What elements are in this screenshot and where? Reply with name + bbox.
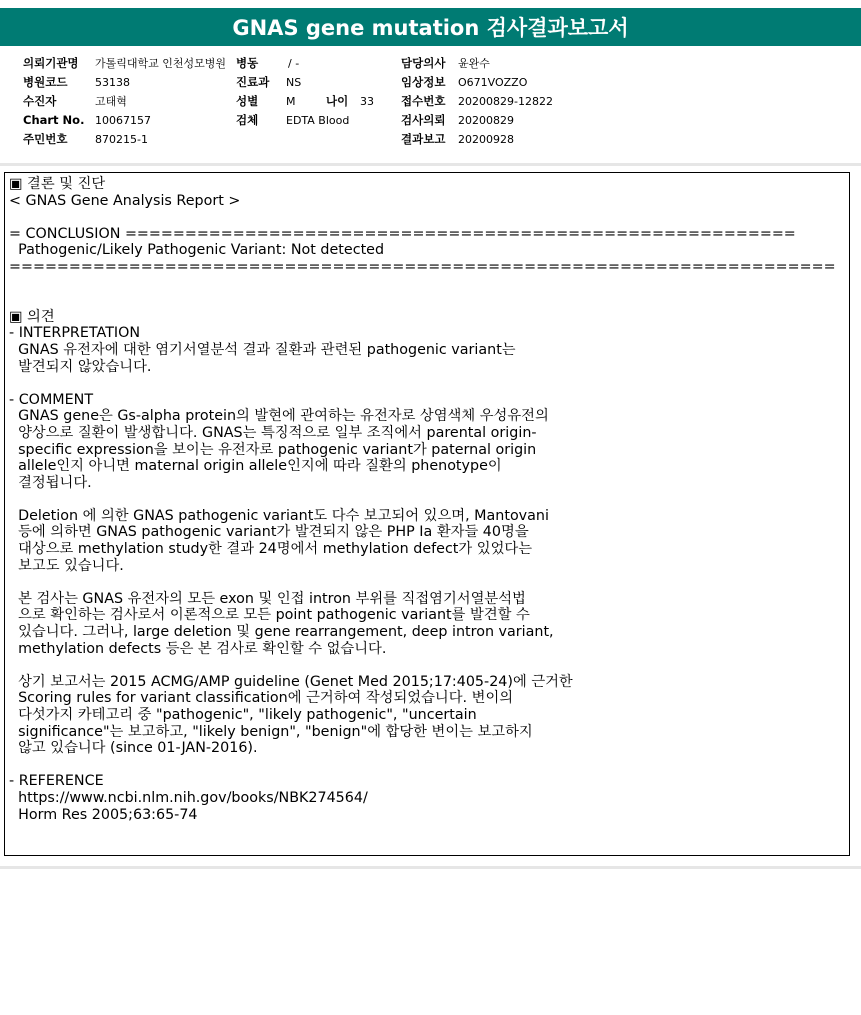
report-line: specific expression을 보이는 유전자로 pathogenic variant가 paternal origin	[9, 441, 537, 458]
info-row-2	[0, 73, 861, 92]
report-line: GNAS 유전자에 대한 염기서열분석 결과 질환과 관련된 pathogenic variant는	[9, 341, 516, 358]
report-line	[9, 375, 849, 392]
ward-value: / -	[288, 57, 300, 70]
report-line: - COMMENT	[9, 391, 94, 408]
report-line	[9, 657, 849, 674]
report-date-value: 20200928	[458, 133, 514, 146]
report-line: https://www.ncbi.nlm.nih.gov/books/NBK274564/	[9, 789, 368, 806]
chart-no-label: Chart No.	[23, 113, 85, 127]
ward-label: 병동	[236, 56, 259, 70]
specimen-label: 검체	[236, 113, 259, 127]
report-line: significance"는 보고하고, "likely benign", "benign"에 합당한 변이는 보고하지	[9, 723, 533, 740]
report-body	[4, 172, 850, 856]
report-line: = CONCLUSION ========================================================	[9, 225, 796, 242]
footer-divider	[0, 866, 861, 869]
report-line: 않고 있습니다 (since 01-JAN-2016).	[9, 740, 258, 757]
report-line	[9, 276, 849, 293]
receipt-no-label: 접수번호	[401, 94, 446, 108]
report-line: - INTERPRETATION	[9, 325, 141, 342]
report-line	[9, 292, 849, 309]
report-line: Pathogenic/Likely Pathogenic Variant: Not detected	[9, 242, 385, 259]
report-line: 상기 보고서는 2015 ACMG/AMP guideline (Genet Med 2015;17:405-24)에 근거한	[9, 673, 573, 690]
hospital-code-label: 병원코드	[23, 75, 68, 89]
report-line: 으로 확인하는 검사로서 이론적으로 모든 point pathogenic variant를 발견할 수	[9, 607, 530, 624]
report-line: < GNAS Gene Analysis Report >	[9, 192, 241, 209]
report-line: GNAS gene은 Gs-alpha protein의 발현에 관여하는 유전자로 상염색체 우성유전의	[9, 408, 549, 425]
institution-value: 가톨릭대학교 인천성모병원	[95, 57, 227, 70]
report-line	[9, 491, 849, 508]
specimen-value: EDTA Blood	[286, 114, 350, 127]
report-line: 양상으로 질환이 발생합니다. GNAS는 특징적으로 일부 조직에서 parental origin-	[9, 424, 537, 441]
report-date-label: 결과보고	[401, 132, 446, 146]
report-line: ▣ 결론 및 진단	[9, 176, 106, 192]
department-label: 진료과	[236, 75, 270, 89]
sex-value: M	[286, 95, 296, 108]
resident-no-label: 주민번호	[23, 132, 68, 146]
report-line: Deletion 에 의한 GNAS pathogenic variant도 다수 보고되어 있으며, Mantovani	[9, 507, 549, 524]
report-line: =====================================================================	[9, 258, 836, 275]
report-line: 발견되지 않았습니다.	[9, 358, 152, 375]
report-line: 다섯가지 카테고리 중 "pathogenic", "likely pathogenic", "uncertain	[9, 707, 477, 723]
sex-label: 성별	[236, 94, 259, 108]
header-divider	[0, 163, 861, 166]
report-line: allele인지 아니면 maternal origin allele인지에 따라 질환의 phenotype이	[9, 458, 502, 475]
report-title: GNAS gene mutation 검사결과보고서	[0, 8, 861, 46]
report-line: Horm Res 2005;63:65-74	[9, 806, 198, 823]
info-row-5	[0, 130, 861, 149]
report-line: - REFERENCE	[9, 773, 104, 790]
recipient-label: 수진자	[23, 94, 57, 108]
chart-no-value: 10067157	[95, 114, 151, 127]
hospital-code-value: 53138	[95, 76, 130, 89]
resident-no-value: 870215-1	[95, 133, 148, 146]
receipt-no-value: 20200829-12822	[458, 95, 553, 108]
info-row-4	[0, 111, 861, 130]
doctor-value: 윤완수	[458, 57, 490, 70]
report-line: 본 검사는 GNAS 유전자의 모든 exon 및 인접 intron 부위를 직접염기서열분석법	[9, 590, 526, 607]
department-value: NS	[286, 76, 302, 89]
report-line: 있습니다. 그러나, large deletion 및 gene rearrangement, deep intron variant,	[9, 624, 554, 641]
patient-info-panel	[0, 46, 861, 165]
report-line: 대상으로 methylation study한 결과 24명에서 methylation defect가 있었다는	[9, 541, 533, 558]
report-line: Scoring rules for variant classification에 근거하여 작성되었습니다. 변이의	[9, 690, 514, 707]
age-label: 나이	[326, 94, 349, 108]
report-line: methylation defects 등은 본 검사로 확인할 수 없습니다.	[9, 640, 387, 657]
request-date-label: 검사의뢰	[401, 113, 446, 127]
info-row-3	[0, 92, 861, 111]
report-line	[9, 574, 849, 591]
report-line: 보고도 있습니다.	[9, 557, 124, 574]
institution-label: 의뢰기관명	[23, 56, 79, 70]
report-line: 결정됩니다.	[9, 474, 92, 491]
age-value: 33	[360, 95, 374, 108]
report-line: 등에 의하면 GNAS pathogenic variant가 발견되지 않은 PHP Ia 환자들 40명을	[9, 524, 529, 541]
report-line	[9, 209, 849, 226]
info-row-1	[0, 54, 861, 73]
clinical-info-value: O671VOZZO	[458, 76, 528, 89]
recipient-value: 고태혁	[95, 95, 127, 108]
report-line	[9, 757, 849, 774]
report-line: ▣ 의견	[9, 308, 55, 325]
request-date-value: 20200829	[458, 114, 514, 127]
doctor-label: 담당의사	[401, 56, 446, 70]
clinical-info-label: 임상정보	[401, 75, 446, 89]
